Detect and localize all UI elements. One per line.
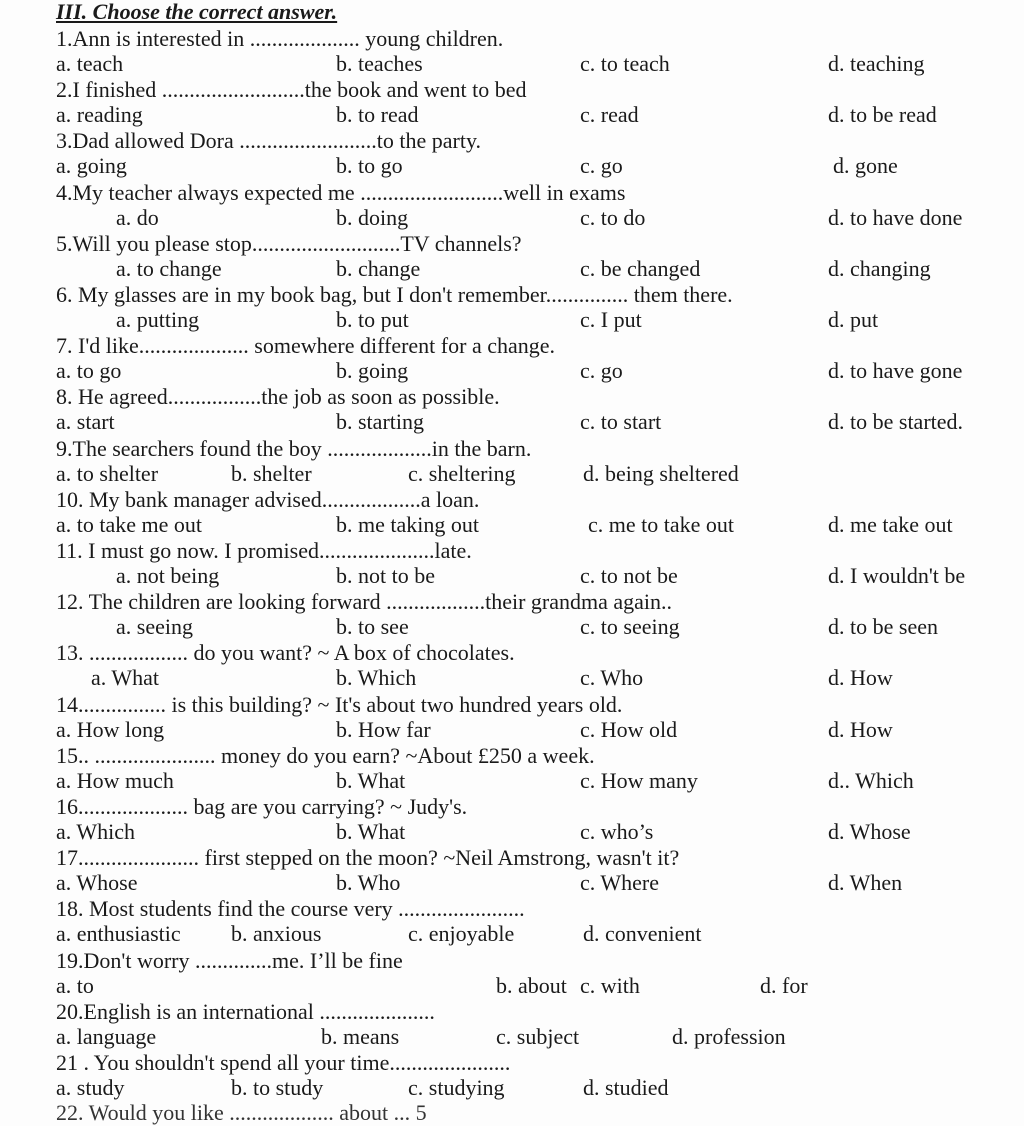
answer-option-a: a. study (56, 1075, 125, 1100)
answer-option-a: a. How long (56, 716, 165, 742)
question-stem: 15.. ...................... money do you earn? ~About £250 a week. (56, 742, 595, 768)
answer-option-a: a. start (56, 409, 115, 435)
answer-option-c: c. who’s (580, 819, 654, 844)
answer-option-d: d. put (828, 307, 879, 332)
answer-option-c: c. subject (496, 1023, 580, 1049)
answer-option-b: b. Who (336, 870, 401, 896)
cutoff-question-line: 22. Would you like ................... about ... 5 (56, 1100, 427, 1125)
answer-option-b: b. How far (336, 716, 431, 742)
question-stem: 18. Most students find the course very ....................... (56, 896, 525, 922)
answer-option-d: d. being sheltered (583, 460, 739, 486)
answer-option-b: b. to put (336, 307, 409, 332)
answer-option-b: b. Which (336, 665, 417, 691)
answer-option-a: a. to take me out (56, 511, 203, 537)
answer-option-a: a. reading (56, 102, 143, 128)
answer-option-a: a. going (56, 153, 127, 179)
answer-option-b: b. What (336, 819, 406, 844)
answer-option-a: a. putting (116, 307, 200, 332)
answer-option-b: b. about (496, 972, 567, 998)
answer-option-d: d. How (828, 665, 893, 691)
answer-option-c: c. Who (580, 665, 644, 691)
answer-option-d: d. to have done (828, 204, 963, 230)
answer-option-a: a. not being (116, 563, 220, 588)
answer-option-c: c. How many (580, 767, 698, 793)
answer-option-c: c. to not be (580, 563, 678, 588)
answer-option-a: a. How much (56, 767, 174, 793)
answer-option-b: b. me taking out (336, 511, 479, 537)
answer-option-a: a. Which (56, 819, 136, 844)
answer-option-c: c. to do (580, 204, 646, 230)
question-stem: 14................ is this building? ~ It's about two hundred years old. (56, 691, 623, 717)
question-stem: 10. My bank manager advised..................a loan. (56, 486, 480, 512)
question-stem: 2.I finished ..........................the book and went to bed (56, 77, 527, 103)
answer-option-a: a. language (56, 1023, 157, 1049)
answer-option-b: b. doing (336, 204, 409, 230)
question-stem: 13. .................. do you want? ~ A box of chocolates. (56, 640, 515, 666)
question-stem: 11. I must go now. I promised.....................late. (56, 538, 472, 563)
answer-option-c: c. How old (580, 716, 678, 742)
question-stem: 6. My glasses are in my book bag, but I don't remember............... them there. (56, 282, 733, 307)
question-stem: 9.The searchers found the boy ...................in the barn. (56, 435, 532, 461)
answer-option-a: a. teach (56, 51, 124, 76)
answer-option-c: c. sheltering (408, 460, 516, 486)
answer-option-b: b. going (336, 358, 409, 384)
answer-option-d: d. to have gone (828, 358, 963, 384)
answer-option-c: c. read (580, 102, 639, 128)
answer-option-c: c. be changed (580, 255, 701, 281)
answer-option-d: d. convenient (583, 921, 702, 947)
answer-option-d: d. When (828, 870, 903, 896)
question-stem: 12. The children are looking forward ..................their grandma again.. (56, 589, 673, 615)
answer-option-d: d. changing (828, 255, 931, 281)
answer-option-c: c. to start (580, 409, 662, 435)
answer-option-b: b. means (321, 1023, 400, 1049)
answer-option-c: c. with (580, 972, 640, 998)
answer-option-b: b. to go (336, 153, 403, 179)
answer-option-d: d. me take out (828, 511, 953, 537)
answer-option-d: d. profession (672, 1023, 786, 1049)
question-stem: 8. He agreed.................the job as soon as possible. (56, 384, 500, 410)
answer-option-c: c. studying (408, 1075, 505, 1100)
answer-option-d: d. I wouldn't be (828, 563, 966, 588)
answer-option-c: c. go (580, 358, 623, 384)
answer-option-a: a. do (116, 204, 159, 230)
answer-option-b: b. What (336, 767, 406, 793)
answer-option-c: c. me to take out (588, 511, 735, 537)
answer-option-a: a. Whose (56, 870, 138, 896)
answer-option-a: a. to (56, 972, 94, 998)
question-stem: 7. I'd like.................... somewhere different for a change. (56, 333, 556, 359)
question-stem: 21 . You shouldn't spend all your time...................... (56, 1050, 511, 1075)
answer-option-a: a. to change (116, 255, 222, 281)
answer-option-d: d. to be read (828, 102, 937, 128)
answer-option-c: c. to teach (580, 51, 670, 76)
answer-option-b: b. not to be (336, 563, 435, 588)
question-stem: 19.Don't worry ..............me. I’ll be fine (56, 947, 403, 973)
answer-option-c: c. enjoyable (408, 921, 515, 947)
question-stem: 4.My teacher always expected me ..........................well in exams (56, 179, 626, 205)
answer-option-a: a. seeing (116, 614, 193, 640)
answer-option-b: b. to study (231, 1075, 324, 1100)
section-heading: III. Choose the correct answer. (56, 0, 338, 24)
answer-option-d: d.. Which (828, 767, 914, 793)
answer-option-d: d. for (760, 972, 808, 998)
answer-option-a: a. What (91, 665, 160, 691)
answer-option-d: d. gone (833, 153, 898, 179)
answer-option-d: d. to be started. (828, 409, 964, 435)
answer-option-b: b. to read (336, 102, 419, 128)
question-stem: 1.Ann is interested in .................... young children. (56, 26, 504, 51)
question-stem: 17...................... first stepped on the moon? ~Neil Amstrong, wasn't it? (56, 845, 680, 871)
answer-option-b: b. change (336, 255, 421, 281)
answer-option-d: d. to be seen (828, 614, 938, 640)
answer-option-b: b. teaches (336, 51, 423, 76)
answer-option-d: d. Whose (828, 819, 911, 844)
question-stem: 20.English is an international ..................... (56, 998, 435, 1024)
answer-option-b: b. anxious (231, 921, 322, 947)
answer-option-b: b. shelter (231, 460, 312, 486)
question-stem: 5.Will you please stop...........................TV channels? (56, 230, 522, 256)
answer-option-d: d. How (828, 716, 893, 742)
answer-option-b: b. starting (336, 409, 424, 435)
answer-option-c: c. I put (580, 307, 642, 332)
answer-option-b: b. to see (336, 614, 409, 640)
answer-option-a: a. enthusiastic (56, 921, 181, 947)
question-stem: 16.................... bag are you carrying? ~ Judy's. (56, 794, 468, 819)
answer-option-a: a. to shelter (56, 460, 159, 486)
question-stem: 3.Dad allowed Dora .........................to the party. (56, 128, 482, 154)
answer-option-c: c. Where (580, 870, 659, 896)
answer-option-d: d. studied (583, 1075, 669, 1100)
answer-option-c: c. go (580, 153, 623, 179)
answer-option-a: a. to go (56, 358, 122, 384)
answer-option-d: d. teaching (828, 51, 925, 76)
answer-option-c: c. to seeing (580, 614, 680, 640)
